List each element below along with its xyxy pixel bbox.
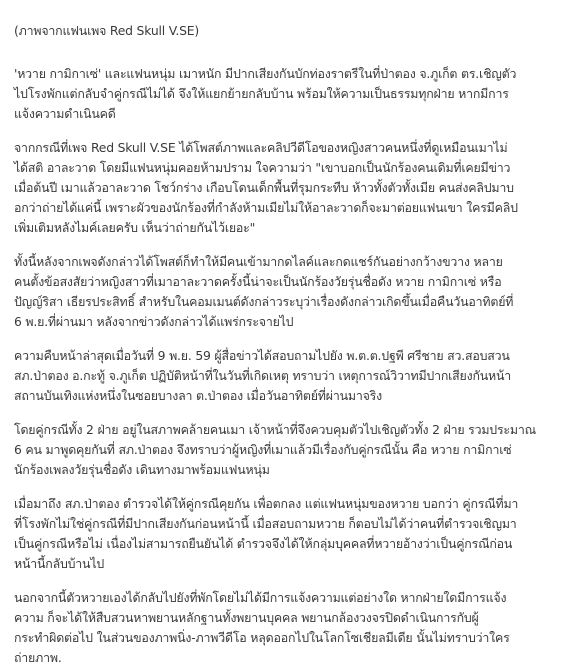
text-line: ความคืบหน้าล่าสุดเมื่อวันที่ 9 พ.ย. 59 ผู้สื่อข่าวได้สอบถามไปยัง พ.ต.ต.ปฐพี ศรีชาย สว.สอบสวน [14,348,510,363]
text-line: สถานบันเทิงแห่งหนึ่งในซอยบางลา ต.ป่าตอง เมื่อวันอาทิตย์ที่ผ่านมาจริง [14,388,382,403]
text-line: คนตั้งข้อสงสัยว่าหญิงสาวที่เมาอาละวาดครั้งนี้น่าจะเป็นนักร้องวัยรุ่นชื่อดัง หวาย กามิกาเซ่ หรือ [14,274,502,289]
text-line: ได้สติ อาละวาด โดยมีแฟนหนุ่มคอยห้ามปราม ใจความว่า "เขาบอกเป็นนักร้องคนเดิมที่เคยมีข่าว [14,160,511,175]
text-line: เมื่อต้นปี เมาแล้วอาละวาด โชว์กร่าง เกือบโดนเด็กพื้นที่รุมกระทืบ ห้าวทั้งตัวทั้งเมีย คนส่งคลิปมาบ [14,180,514,195]
text-line: สภ.ป่าตอง อ.กะทู้ จ.ภูเก็ต ปฏิบัติหน้าที่ในวันที่เกิดเหตุ ทราบว่า เหตุการณ์วิวาทมีปากเสียงกันหน้า [14,368,512,383]
text-line: ไปโรงพักแต่กลับจำคู่กรณีไม่ได้ จึงให้แยกย้ายกลับบ้าน พร้อมให้ความเป็นธรรมทุกฝ่าย หากมีการ [14,86,509,101]
text-line: เป็นคู่กรณีหรือไม่ เนื่องไม่สามารถยืนยันได้ ตำรวจจึงได้ให้กลุ่มบุคคลที่หวายอ้างว่าเป็นคู่กรณีก่อน [14,536,513,551]
article-paragraph-4 [14,346,572,406]
text-line: 'หวาย กามิกาเซ่' และแฟนหนุ่ม เมาหนัก มีปากเสียงกันบักท่องราตรีในที่ป่าตอง จ.ภูเก็ต ตร.เชิญตัว [14,66,517,81]
text-line: 6 พ.ย.ที่ผ่านมา หลังจากข่าวดังกล่าวได้แพร่กระจายไป [14,314,294,329]
image-caption: (ภาพจากแฟนเพจ Red Skull V.SE) [14,23,200,38]
text-line: ทั้งนี้หลังจากเพจดังกล่าวได้โพสต์ก็ทำให้มีคนเข้ามากดไลค์และกดแชร์กันอย่างกว้างขวาง หลาย [14,254,503,269]
text-line: ปัญญ์ริสา เธียรประสิทธิ์ สำหรับในคอมเมนต์ดังกล่าวระบุว่าเรื่องดังกล่าวเกิดขึ้นเมื่อคืนวันอาทิตย์ที่ [14,294,514,309]
text-line: ถ่ายภาพ. [14,650,62,665]
text-line: จากกรณีที่เพจ Red Skull V.SE ได้โพสต์ภาพและคลิปวีดีโอของหญิงสาวคนหนึ่งที่ดูเหมือนเมาไม่ [14,140,508,155]
text-line: ความ ก็จะได้ให้สืบสวนหาพยานหลักฐานทั้งพยานบุคคล พยานกล้องวงจรปิดดำเนินการกับผู้ [14,610,479,625]
text-line: 6 คน มาพูดคุยกันที่ สภ.ป่าตอง จึงทราบว่าผู้หญิงที่เมาแล้วมีเรื่องกับคู่กรณีนั้น คือ หวาย กามิกาเซ่ [14,442,512,457]
article-paragraph-7 [14,588,572,668]
article-paragraph-1 [14,64,572,124]
text-line: เพิ่มเติมหลังไมค์เลยครับ เห็นว่าถ่ายกันไว้เยอะ" [14,220,256,235]
text-line: ที่โรงพักไม่ใช่คู่กรณีที่มีปากเสียงกันก่อนหน้านี้ เมื่อสอบถามหวาย ก็ตอบไม่ได้ว่าคนที่ตำรวจเชิญมา [14,516,517,531]
text-line: อกว่าถ่ายได้แค่นี้ เพราะผัวของนักร้องที่กำลังห้ามเมียไม่ให้อาละวาดก็จะมาต่อยแฟนเขา ใครมีคลิป [14,200,518,215]
text-line: โดยคู่กรณีทั้ง 2 ฝ่าย อยู่ในสภาพคล้ายคนเมา เจ้าหน้าที่จึงควบคุมตัวไปเชิญตัวทั้ง 2 ฝ่าย รวมประมาณ [14,422,536,437]
text-line: หน้านี้กลับบ้านไป [14,556,105,571]
text-line: แจ้งความดำเนินคดี [14,106,116,121]
text-line: กระทำผิดต่อไป ในส่วนของภาพนิ่ง-ภาพวีดีโอ หลุดออกไปในโลกโซเชียลมีเดีย นั้นไม่ทราบว่าใคร [14,630,510,645]
article-paragraph-2 [14,138,572,238]
article-paragraph-5 [14,420,572,480]
article-paragraph-6 [14,494,572,574]
text-line: นอกจากนี้ตัวหวายเองได้กลับไปยังที่พักโดยไม่ได้มีการแจ้งความแต่อย่างใด หากฝ่ายใดมีการแจ้ง [14,590,507,605]
text-line: นักร้องเพลงวัยรุ่นชื่อดัง เดินทางมาพร้อมแฟนหนุ่ม [14,462,270,477]
text-line: เมื่อมาถึง สภ.ป่าตอง ตำรวจได้ให้คู่กรณีคุยกัน เพื่อตกลง แต่แฟนหนุ่มของหวาย บอกว่า คู่กรณีที่มา [14,496,519,511]
article-paragraph-3 [14,252,572,332]
